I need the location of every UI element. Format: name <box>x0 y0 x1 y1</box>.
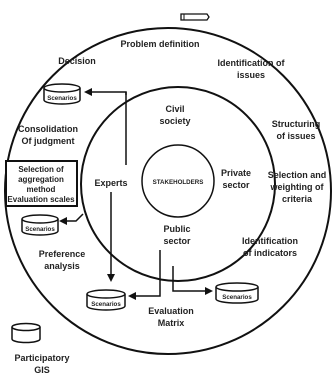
scenarios-label: Scenarios <box>91 301 121 308</box>
legend-label-1: Participatory <box>14 353 70 363</box>
civil-society-label-1: Civil <box>165 104 185 114</box>
identification-of-indicators-label-1: Identification <box>242 236 298 246</box>
scenarios-database-aggregation <box>22 215 58 235</box>
identification-of-issues-label-2: issues <box>236 70 266 80</box>
selection-weighting-label-1: Selection and <box>267 170 327 180</box>
scenarios-database-decision <box>44 84 80 104</box>
arrow-to-aggregation-scenarios <box>61 214 83 221</box>
legend-database-icon <box>12 324 40 343</box>
consolidation-label-2: Of judgment <box>21 136 75 146</box>
scenarios-label: Scenarios <box>25 226 55 233</box>
structuring-of-issues-label-1: Structuring <box>271 119 321 129</box>
scenarios-database-indicators <box>216 283 258 303</box>
evaluation-matrix-label-1: Evaluation <box>148 306 194 316</box>
public-sector-label-1: Public <box>163 224 191 234</box>
private-sector-label-1: Private <box>220 168 252 178</box>
civil-society-label-2: society <box>159 116 191 126</box>
aggregation-box-line-3: method <box>26 185 56 194</box>
identification-of-indicators-label-2: of indicators <box>242 248 298 258</box>
preference-analysis-label-1: Preference <box>38 249 86 259</box>
aggregation-box-line-1: Selection of <box>18 165 64 174</box>
scenarios-label: Scenarios <box>222 294 252 301</box>
scenarios-database-evaluation <box>87 290 125 310</box>
legend-label-2: GIS <box>34 365 50 375</box>
selection-weighting-label-3: criteria <box>281 194 313 204</box>
consolidation-label-1: Consolidation <box>18 124 78 134</box>
public-sector-label-2: sector <box>163 236 191 246</box>
scenarios-label: Scenarios <box>47 95 77 102</box>
gis-marker-icon <box>181 14 209 20</box>
arrow-to-decision-scenarios <box>86 92 126 95</box>
center-label: STAKEHOLDERS <box>152 179 204 186</box>
arrow-public-to-evaluation <box>130 250 160 296</box>
private-sector-label-2: sector <box>222 180 250 190</box>
identification-of-issues-label-1: Identification of <box>217 58 285 68</box>
arrow-to-indicator-scenarios <box>173 266 211 291</box>
selection-weighting-label-2: weighting of <box>270 182 324 192</box>
aggregation-box-line-2: aggregation <box>18 175 64 184</box>
aggregation-box-line-4: Evaluation scales <box>7 195 75 204</box>
decision-label: Decision <box>58 56 96 66</box>
experts-label: Experts <box>94 178 128 188</box>
structuring-of-issues-label-2: of issues <box>276 131 316 141</box>
problem-definition-label: Problem definition <box>120 39 200 49</box>
evaluation-matrix-label-2: Matrix <box>157 318 185 328</box>
preference-analysis-label-2: analysis <box>44 261 80 271</box>
